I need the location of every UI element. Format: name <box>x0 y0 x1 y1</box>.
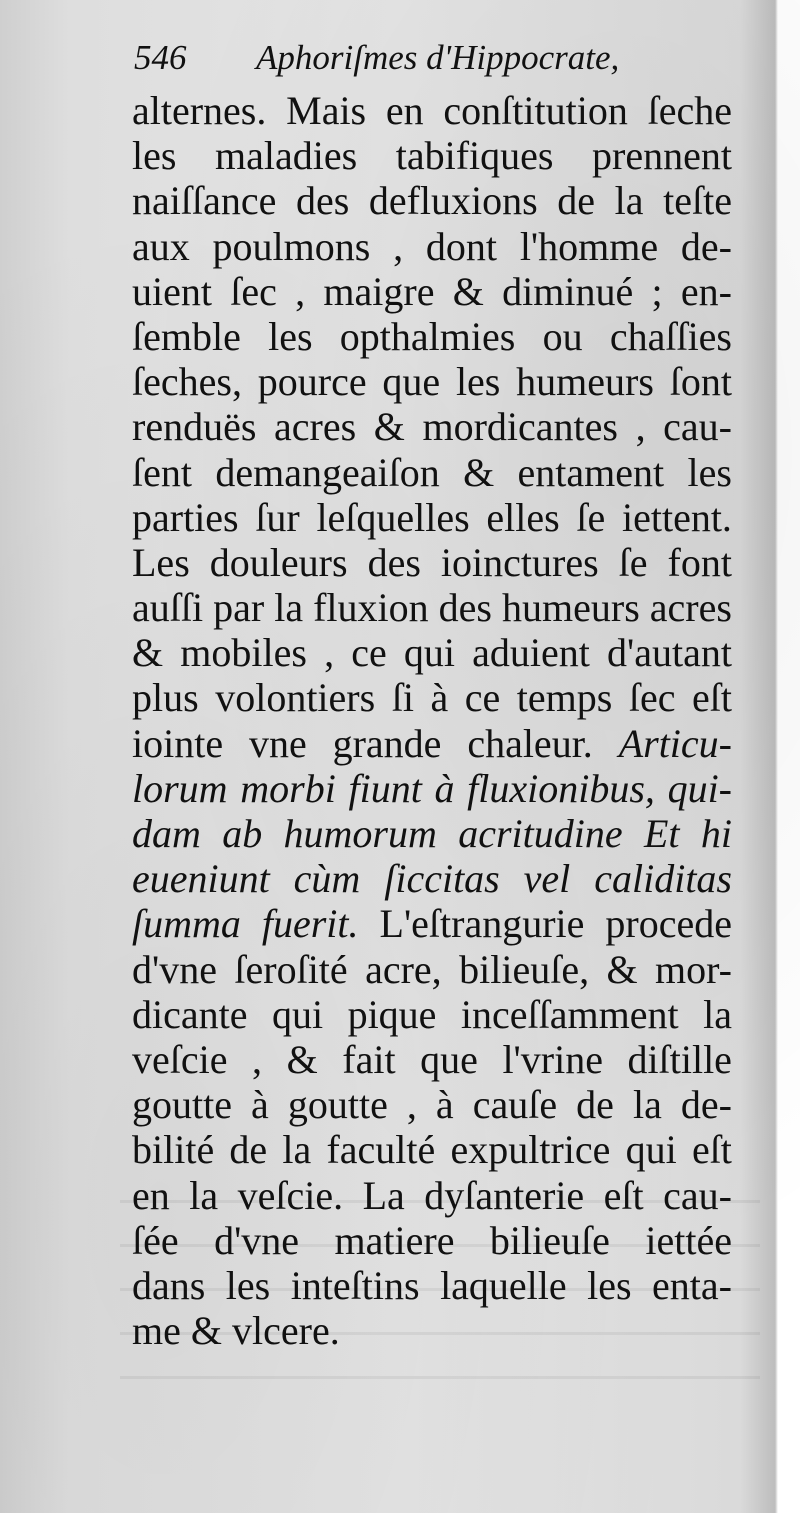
word: dicante <box>132 991 248 1037</box>
word: Articu- <box>618 720 732 766</box>
word: douleurs <box>209 539 348 585</box>
word: à <box>434 765 455 811</box>
word: procede <box>605 901 732 947</box>
word: , <box>393 223 404 269</box>
word: l'homme <box>519 223 659 269</box>
word: elles <box>486 494 560 540</box>
word: eſt <box>691 675 732 721</box>
word: les <box>687 449 732 495</box>
word: opthalmies <box>339 313 516 359</box>
word: enta- <box>652 1262 732 1308</box>
word: mordicantes <box>422 404 618 450</box>
word: caliditas <box>594 856 732 902</box>
word: mobiles <box>180 630 307 676</box>
word: faculté <box>326 1127 436 1173</box>
text-line <box>132 133 732 178</box>
text-line <box>132 1037 732 1082</box>
word: defluxions <box>368 178 538 224</box>
word: fiunt <box>348 765 422 811</box>
word: vel <box>523 856 571 902</box>
word: acritudine <box>458 811 623 856</box>
word: dans <box>132 1262 206 1308</box>
word: goutte <box>287 1082 388 1128</box>
text-line <box>132 585 732 630</box>
word: ſeche <box>647 88 732 133</box>
word: qui- <box>667 765 732 811</box>
word: demangeaiſon <box>215 449 440 495</box>
running-title: Aphoriſmes d'Hippocrate, <box>256 38 620 77</box>
word: teſte <box>663 178 732 224</box>
word: les <box>455 359 501 405</box>
word: ſe <box>618 539 648 585</box>
word: matiere <box>334 1217 455 1263</box>
text-line <box>132 359 732 404</box>
text-line <box>132 1173 732 1218</box>
word: à <box>435 1082 454 1128</box>
text-line <box>132 947 732 992</box>
word: aduient <box>472 630 590 676</box>
word: & <box>452 268 484 314</box>
word: veſcie <box>132 1036 228 1082</box>
word: eueniunt <box>132 856 270 902</box>
body-text <box>132 88 732 1353</box>
text-line <box>132 450 732 495</box>
word: ce <box>351 630 387 676</box>
word: & <box>463 449 495 495</box>
word: pique <box>347 991 437 1037</box>
word: qui <box>625 1127 677 1173</box>
word: ſec <box>230 268 277 314</box>
word: humorum <box>283 811 437 856</box>
text-line <box>132 540 732 585</box>
word: de <box>229 1127 268 1173</box>
word: inteſtins <box>290 1262 420 1308</box>
word: maigre <box>323 268 435 314</box>
text-line <box>132 901 732 946</box>
word: diminué <box>502 268 634 314</box>
text-line <box>132 1263 732 1308</box>
word: cau- <box>663 1172 732 1218</box>
word: ioinctures <box>440 539 599 585</box>
word: fluxionibus, <box>467 765 655 811</box>
text-line <box>132 766 732 811</box>
word: uient <box>132 268 212 314</box>
word: expultrice <box>450 1127 611 1173</box>
word: pource <box>257 359 367 405</box>
word: conſtitution <box>443 88 628 133</box>
word: Et <box>643 811 680 856</box>
word: bilieuſe <box>489 1217 610 1263</box>
word: maladies <box>215 133 358 179</box>
word: la <box>614 178 644 224</box>
word: , <box>324 630 335 676</box>
text-line <box>132 1308 732 1353</box>
word: de <box>557 178 596 224</box>
word: la <box>189 1172 219 1218</box>
word: cauſe <box>472 1082 558 1128</box>
word: ou <box>542 313 583 359</box>
word: à <box>430 675 449 721</box>
text-line <box>132 1218 732 1263</box>
text-line <box>132 88 732 133</box>
text-line <box>132 224 732 269</box>
word: parties <box>132 494 239 540</box>
word: ſée <box>132 1217 179 1263</box>
word: ſont <box>669 359 732 405</box>
word: d'vne <box>132 946 217 992</box>
word: entament <box>517 449 665 495</box>
word: qui <box>403 630 455 676</box>
word: bilité <box>132 1127 215 1173</box>
word: ſiccitas <box>384 856 500 902</box>
text-line <box>132 314 732 359</box>
word: eſt <box>603 1172 644 1218</box>
word: , <box>635 404 646 450</box>
word: aux <box>132 223 190 269</box>
word: morbi <box>240 765 336 811</box>
word: ſur <box>255 494 300 540</box>
page-number: 546 <box>134 38 187 77</box>
word: veſcie. <box>237 1172 344 1218</box>
word: en <box>385 88 424 133</box>
word: d'vne <box>214 1217 300 1263</box>
word: poulmons <box>212 223 371 269</box>
word: Mais <box>286 88 367 133</box>
word: dam <box>132 811 201 856</box>
word: les <box>132 133 177 179</box>
word: mor- <box>655 946 732 992</box>
word: vlcere. <box>232 1308 340 1354</box>
word: ſeroſité <box>234 946 348 992</box>
text-line <box>132 495 732 540</box>
word: font <box>667 539 732 585</box>
word: eſt <box>691 1127 732 1173</box>
word: fluxion <box>313 585 429 631</box>
word: humeurs <box>502 585 640 631</box>
word: leſquelles <box>316 494 470 540</box>
word: en- <box>680 268 732 314</box>
text-line <box>132 404 732 449</box>
word: ce <box>464 675 501 721</box>
word: alternes. <box>132 88 267 133</box>
word: par <box>213 585 265 631</box>
word: inceſſamment <box>460 991 679 1037</box>
word: de <box>576 1082 614 1128</box>
word: ſent <box>132 449 192 495</box>
word: bilieuſe, <box>459 946 590 992</box>
word: la <box>632 1082 662 1128</box>
word: iettée <box>645 1217 732 1263</box>
word: vne <box>248 720 307 766</box>
word: ſec <box>628 675 676 721</box>
word: fuerit. <box>261 901 359 947</box>
word: que <box>382 359 441 405</box>
word: cùm <box>293 856 361 902</box>
word: Les <box>132 539 190 585</box>
word: grande <box>332 720 442 766</box>
word: ſi <box>391 675 414 721</box>
text-line <box>132 1127 732 1172</box>
word: des <box>438 585 492 631</box>
word: humeurs <box>516 359 654 405</box>
word: des <box>295 178 350 224</box>
word: dyſanterie <box>424 1172 585 1218</box>
text-line <box>132 1082 732 1127</box>
word: , <box>295 268 306 314</box>
word: lorum <box>132 765 228 811</box>
text-line <box>132 992 732 1037</box>
word: ſemble <box>132 313 241 359</box>
text-line <box>132 721 732 766</box>
word: d'autant <box>607 630 732 676</box>
word: acres <box>274 404 357 450</box>
word: dont <box>425 223 498 269</box>
word: la <box>282 1127 312 1173</box>
text-line <box>132 811 732 856</box>
word: goutte <box>132 1082 232 1128</box>
word: renduës <box>132 404 257 450</box>
text-line <box>132 675 732 720</box>
word: en <box>132 1172 170 1218</box>
word: la <box>703 991 732 1037</box>
word: ab <box>222 811 263 856</box>
word: volontiers <box>215 675 376 721</box>
word: plus <box>132 675 199 721</box>
word: naiſſance <box>132 178 277 224</box>
word: des <box>367 539 421 585</box>
word: à <box>251 1082 269 1128</box>
word: ſumma <box>132 901 241 947</box>
word: L'eſtrangurie <box>379 901 585 947</box>
word: iettent. <box>621 494 732 540</box>
word: ſe <box>576 494 606 540</box>
word: auſſi <box>132 585 204 631</box>
text-line <box>132 856 732 901</box>
word: les <box>268 313 313 359</box>
word: fait <box>342 1036 396 1082</box>
word: la <box>274 585 304 631</box>
word: de- <box>680 1082 732 1128</box>
text-line <box>132 178 732 223</box>
word: & <box>132 630 164 676</box>
word: & <box>606 946 638 992</box>
word: acres <box>649 585 732 631</box>
word: diſtille <box>627 1036 732 1082</box>
word: qui <box>271 991 324 1037</box>
word: de- <box>680 223 732 269</box>
word: cau- <box>663 404 732 450</box>
word: chaſſies <box>609 313 732 359</box>
text-line <box>132 269 732 314</box>
word: ſeches, <box>132 359 242 405</box>
word: les <box>225 1262 271 1308</box>
word: les <box>587 1262 632 1308</box>
word: chaleur. <box>467 720 593 766</box>
word: hi <box>700 811 732 856</box>
word: prennent <box>592 133 732 179</box>
word: temps <box>516 675 613 721</box>
word: & <box>373 404 405 450</box>
word: laquelle <box>440 1262 567 1308</box>
word: & <box>286 1036 318 1082</box>
word: acre, <box>365 946 442 992</box>
page-header <box>134 30 734 86</box>
text-line <box>132 630 732 675</box>
word: me <box>132 1308 181 1354</box>
word: ; <box>651 268 663 314</box>
word: iointe <box>132 720 224 766</box>
word: & <box>190 1308 222 1354</box>
word: La <box>362 1172 405 1218</box>
word: , <box>252 1036 263 1082</box>
word: que <box>420 1036 478 1082</box>
word: l'vrine <box>502 1036 603 1082</box>
word: , <box>406 1082 417 1128</box>
word: tabifiques <box>395 133 554 179</box>
